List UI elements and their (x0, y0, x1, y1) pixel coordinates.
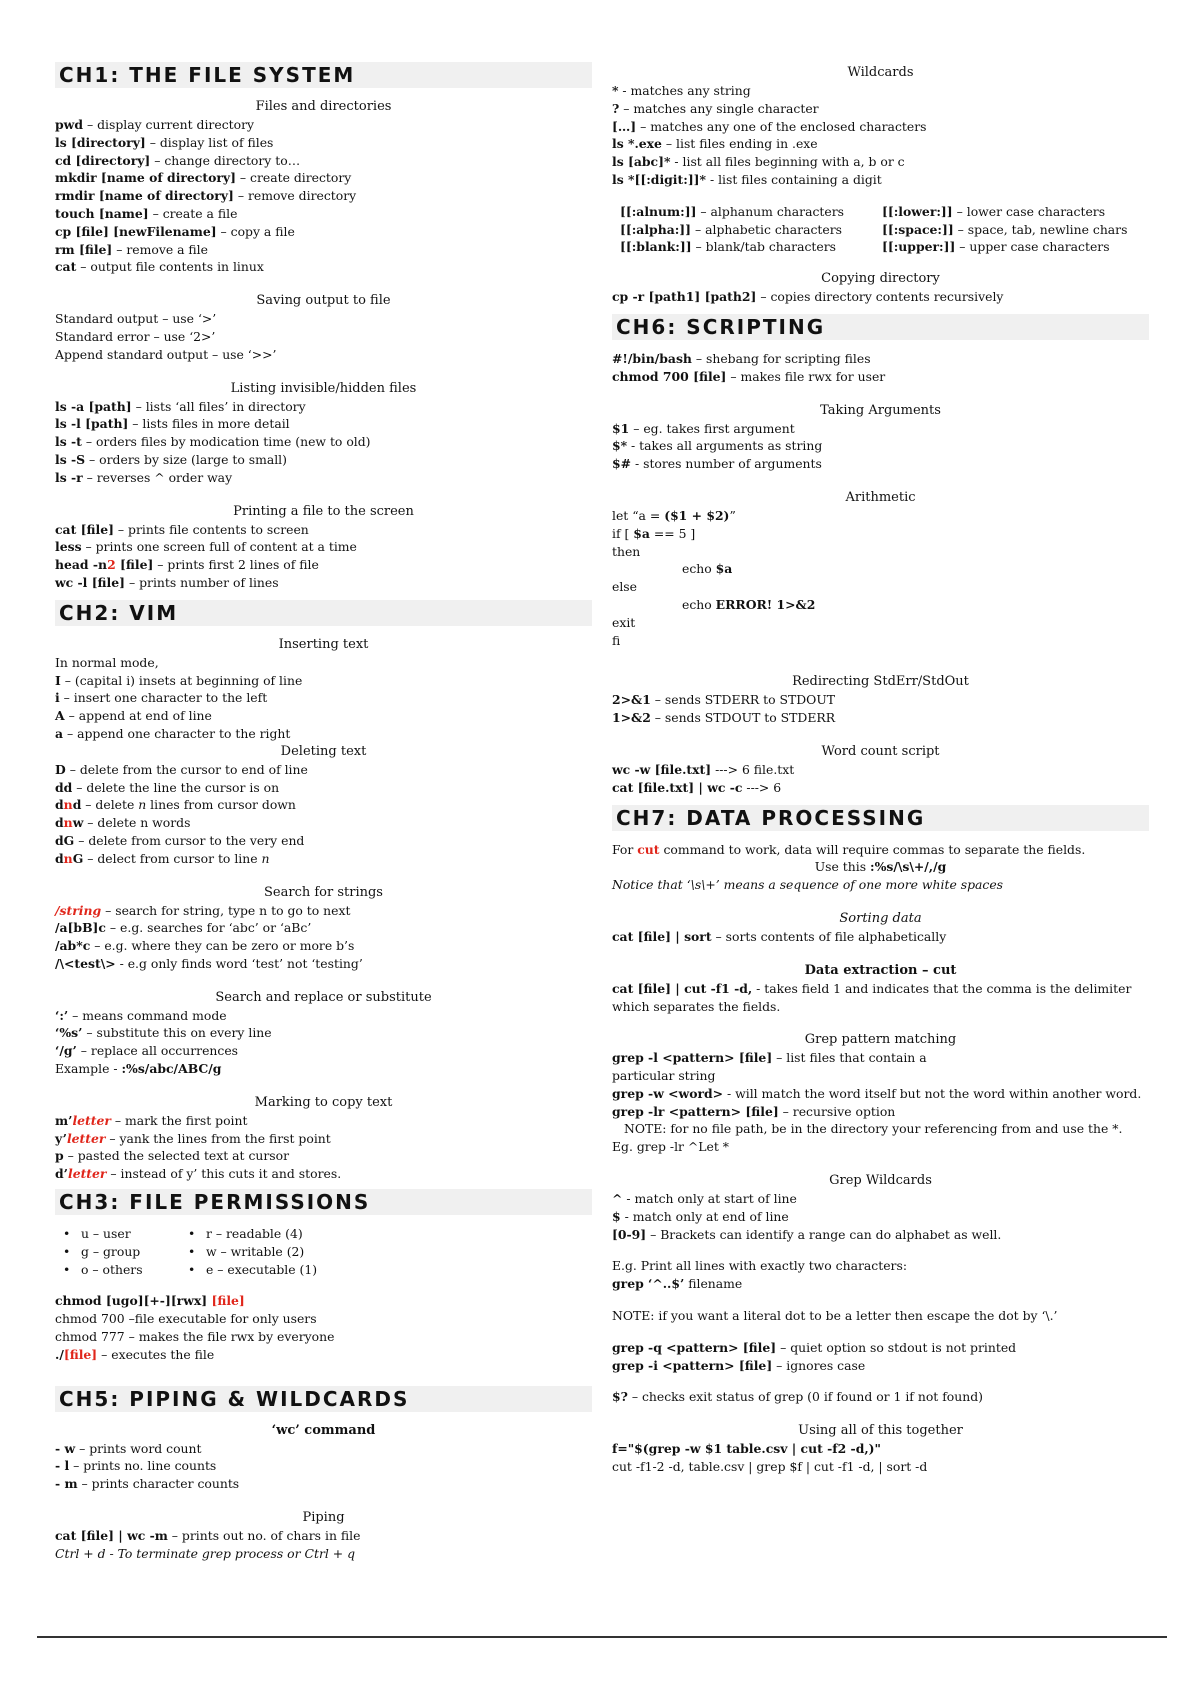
section-heading-ch1: CH1: THE FILE SYSTEM (55, 62, 592, 88)
list-item: NOTE: for no file path, be in the directory your referencing from and use the *. (624, 1121, 1123, 1137)
code-line: echo $a (682, 561, 733, 577)
left-column (55, 56, 592, 1563)
list-item: rm [file] – remove a file (55, 241, 208, 257)
list-item: Example - :%s/abc/ABC/g (55, 1061, 222, 1077)
list-item: ls *.exe – list files ending in .exe (612, 136, 818, 152)
list-item: - w – prints word count (55, 1440, 202, 1456)
section-heading-ch3: CH3: FILE PERMISSIONS (55, 1189, 592, 1215)
list-item: wc -w [file.txt] ---> 6 file.txt (612, 761, 795, 777)
list-item: $1 – eg. takes first argument (612, 420, 795, 436)
list-item: • g – group (63, 1243, 188, 1261)
section-heading-ch6: CH6: SCRIPTING (612, 314, 1149, 340)
list-item: #!/bin/bash – shebang for scripting files (612, 350, 871, 366)
list-item: 1>&2 – sends STDOUT to STDERR (612, 710, 836, 726)
list-item: d’letter – instead of y’ this cuts it and stores. (55, 1166, 342, 1182)
subheading-copy: Copying directory (821, 271, 940, 287)
list-item: /a[bB]c – e.g. searches for ‘abc’ or ‘aBc’ (55, 920, 312, 936)
subheading-replace: Search and replace or substitute (215, 989, 432, 1005)
list-item: ? – matches any single character (612, 100, 819, 116)
subheading-arith: Arithmetic (845, 489, 916, 505)
list-item: * - matches any string (612, 83, 751, 98)
page-footer-rule (37, 1636, 1167, 1638)
list-item: $* - takes all arguments as string (612, 438, 823, 454)
code-line: echo ERROR! 1>&2 (682, 596, 816, 612)
code-line: let “a = ($1 + $2)” (612, 507, 736, 523)
list-item: ‘:’ – means command mode (55, 1007, 227, 1023)
list-item: cat – output file contents in linux (55, 259, 264, 275)
permission-bullets (55, 1225, 592, 1278)
list-item: I – (capital i) insets at beginning of line (55, 672, 303, 688)
list-item: grep ‘^..$’ filename (612, 1276, 743, 1292)
section-heading-ch2: CH2: VIM (55, 600, 592, 626)
list-item: /string – search for string, type n to go to next (55, 902, 351, 918)
list-item: chmod 700 –file executable for only users (55, 1311, 317, 1327)
list-item: ls [abc]* - list all files beginning with a, b or c (612, 154, 905, 170)
subheading-grep: Grep pattern matching (804, 1032, 957, 1048)
subheading-grep-wildcards: Grep Wildcards (829, 1173, 932, 1189)
subheading-wordcount: Word count script (821, 743, 940, 759)
list-item: [[:upper:]] – upper case characters (882, 239, 1110, 255)
list-item: cat [file.txt] | wc -c ---> 6 (612, 779, 782, 795)
code-line: then (612, 543, 641, 559)
list-item: Eg. grep -lr ^Let * (612, 1139, 729, 1155)
list-item: chmod 700 [file] – makes file rwx for user (612, 368, 886, 384)
subheading-hidden: Listing invisible/hidden files (230, 380, 417, 396)
list-item: rmdir [name of directory] – remove directory (55, 188, 357, 204)
list-item: dG – delete from cursor to the very end (55, 832, 305, 848)
list-item: mkdir [name of directory] – create directory (55, 170, 352, 186)
list-item: cd [directory] – change directory to… (55, 152, 301, 168)
subheading-wc: ‘wc’ command (271, 1422, 376, 1438)
list-item: NOTE: if you want a literal dot to be a letter then escape the dot by ‘\.’ (612, 1308, 1058, 1324)
list-item: ‘/g’ – replace all occurrences (55, 1043, 239, 1059)
list-item: cat [file] | cut -f1 -d, - takes field 1 and indicates that the comma is the delimiter which separates the fields. (612, 980, 1132, 1014)
list-item: Standard error – use ‘2>’ (55, 328, 216, 344)
subheading-sort: Sorting data (839, 910, 922, 926)
subheading-mark: Marking to copy text (254, 1094, 393, 1110)
files-list (55, 116, 592, 276)
list-item: [[:alpha:]] – alphabetic characters (620, 221, 843, 237)
list-item: chmod [ugo][+-][rwx] [file] (55, 1293, 245, 1309)
list-item: • u – user (63, 1225, 188, 1243)
list-item: […] – matches any one of the enclosed characters (612, 118, 927, 134)
subheading-print: Printing a file to the screen (233, 503, 414, 519)
list-item: ls -S – orders by size (large to small) (55, 451, 287, 467)
subheading-files: Files and directories (255, 99, 392, 114)
list-item: Use this :%s/\s\+/,/g (814, 859, 947, 875)
list-item: cat [file] – prints file contents to screen (55, 521, 309, 537)
list-item: D – delete from the cursor to end of line (55, 761, 308, 777)
list-item: ./[file] – executes the file (55, 1346, 215, 1362)
list-item: A – append at end of line (55, 708, 212, 724)
list-item: cat [file] | wc -m – prints out no. of chars in file (55, 1528, 361, 1544)
subheading-together: Using all of this together (798, 1423, 963, 1439)
code-line: else (612, 579, 637, 595)
list-item: ls -l [path] – lists files in more detail (55, 416, 290, 432)
list-item: grep -q <pattern> [file] – quiet option so stdout is not printed (612, 1339, 1017, 1355)
code-line: f="$(grep -w $1 table.csv | cut -f2 -d,)" (612, 1441, 881, 1457)
list-item: touch [name] – create a file (55, 205, 238, 221)
list-item: [[:lower:]] – lower case characters (882, 203, 1106, 219)
list-item: $# - stores number of arguments (612, 456, 822, 472)
list-item: E.g. Print all lines with exactly two characters: (612, 1258, 908, 1274)
list-item: Ctrl + d - To terminate grep process or Ctrl + q (55, 1545, 356, 1561)
subheading-extract: Data extraction – cut (804, 962, 957, 978)
list-item: i – insert one character to the left (55, 690, 268, 706)
section-heading-ch7: CH7: DATA PROCESSING (612, 805, 1149, 831)
subheading-delete: Deleting text (280, 743, 367, 759)
subheading-search: Search for strings (264, 884, 383, 900)
list-item: ls -a [path] – lists ‘all files’ in directory (55, 398, 306, 414)
list-item: ls -t – orders files by modication time (new to old) (55, 434, 371, 450)
list-item: • w – writable (2) (188, 1243, 388, 1261)
right-column (612, 64, 1149, 1476)
list-item: dnw – delete n words (55, 815, 191, 831)
list-item: dnd – delete n lines from cursor down (55, 797, 296, 813)
list-item: grep -lr <pattern> [file] – recursive option (612, 1103, 896, 1119)
subheading-insert: Inserting text (278, 636, 369, 652)
list-item: dd – delete the line the cursor is on (55, 779, 280, 795)
list-item: $? – checks exit status of grep (0 if found or 1 if not found) (612, 1389, 983, 1405)
list-item: m’letter – mark the first point (55, 1112, 248, 1128)
list-item: wc -l [file] – prints number of lines (55, 574, 279, 590)
code-line: fi (612, 632, 621, 648)
list-item: Notice that ‘\s\+’ means a sequence of one more white spaces (612, 877, 1004, 893)
subheading-saving: Saving output to file (256, 293, 391, 309)
character-classes (612, 203, 1149, 256)
list-item: chmod 777 – makes the file rwx by everyone (55, 1329, 335, 1345)
list-item: • o – others (63, 1261, 188, 1279)
list-item: /\<test\> - e.g only finds word ‘test’ not ‘testing’ (55, 955, 363, 971)
list-item: ls -r – reverses ^ order way (55, 469, 233, 485)
list-item: [[:alnum:]] – alphanum characters (620, 203, 844, 219)
list-item: ls [directory] – display list of files (55, 134, 274, 150)
subheading-args: Taking Arguments (820, 402, 941, 418)
list-item: - m – prints character counts (55, 1476, 240, 1492)
list-item: Append standard output – use ‘>>’ (55, 346, 277, 362)
list-item: ‘%s’ – substitute this on every line (55, 1025, 272, 1041)
list-item: dnG – delect from cursor to line n (55, 850, 270, 866)
list-item: • r – readable (4) (188, 1225, 388, 1243)
code-line: exit (612, 614, 636, 630)
list-item: 2>&1 – sends STDERR to STDOUT (612, 692, 836, 708)
list-item: grep -l <pattern> [file] – list files that contain a particular string (612, 1050, 927, 1084)
subheading-piping: Piping (302, 1510, 345, 1526)
list-item: grep -i <pattern> [file] – ignores case (612, 1357, 866, 1373)
code-line: cut -f1-2 -d, table.csv | grep $f | cut -f1 -d, | sort -d (612, 1459, 928, 1475)
list-item: p – pasted the selected text at cursor (55, 1148, 290, 1164)
list-item: $ - match only at end of line (612, 1208, 789, 1224)
list-item: y’letter – yank the lines from the first point (55, 1130, 331, 1146)
list-item: pwd – display current directory (55, 117, 254, 132)
subheading-wildcards: Wildcards (847, 65, 914, 80)
list-item: For cut command to work, data will require commas to separate the fields. (612, 841, 1086, 857)
list-item: head -n2 [file] – prints first 2 lines of file (55, 557, 319, 573)
list-item: cat [file] | sort – sorts contents of file alphabetically (612, 928, 947, 944)
code-line: if [ $a == 5 ] (612, 525, 696, 541)
subheading-redirect: Redirecting StdErr/StdOut (792, 674, 969, 690)
list-item: - l – prints no. line counts (55, 1458, 217, 1474)
list-item: [[:blank:]] – blank/tab characters (620, 239, 836, 255)
list-item: In normal mode, (55, 654, 159, 670)
list-item: • e – executable (1) (188, 1261, 388, 1279)
list-item: grep -w <word> - will match the word itself but not the word within another word. (612, 1085, 1142, 1101)
list-item: cp -r [path1] [path2] – copies directory contents recursively (612, 289, 1004, 305)
list-item: ls *[[:digit:]]* - list files containing a digit (612, 171, 882, 187)
list-item: [[:space:]] – space, tab, newline chars (882, 221, 1128, 237)
list-item: Standard output – use ‘>’ (55, 311, 217, 327)
list-item: /ab*c – e.g. where they can be zero or more b’s (55, 938, 355, 954)
list-item: a – append one character to the right (55, 725, 291, 741)
list-item: less – prints one screen full of content at a time (55, 539, 357, 555)
list-item: cp [file] [newFilename] – copy a file (55, 223, 295, 239)
list-item: ^ - match only at start of line (612, 1191, 797, 1207)
list-item: [0-9] – Brackets can identify a range can do alphabet as well. (612, 1226, 1002, 1242)
section-heading-ch5: CH5: PIPING & WILDCARDS (55, 1386, 592, 1412)
